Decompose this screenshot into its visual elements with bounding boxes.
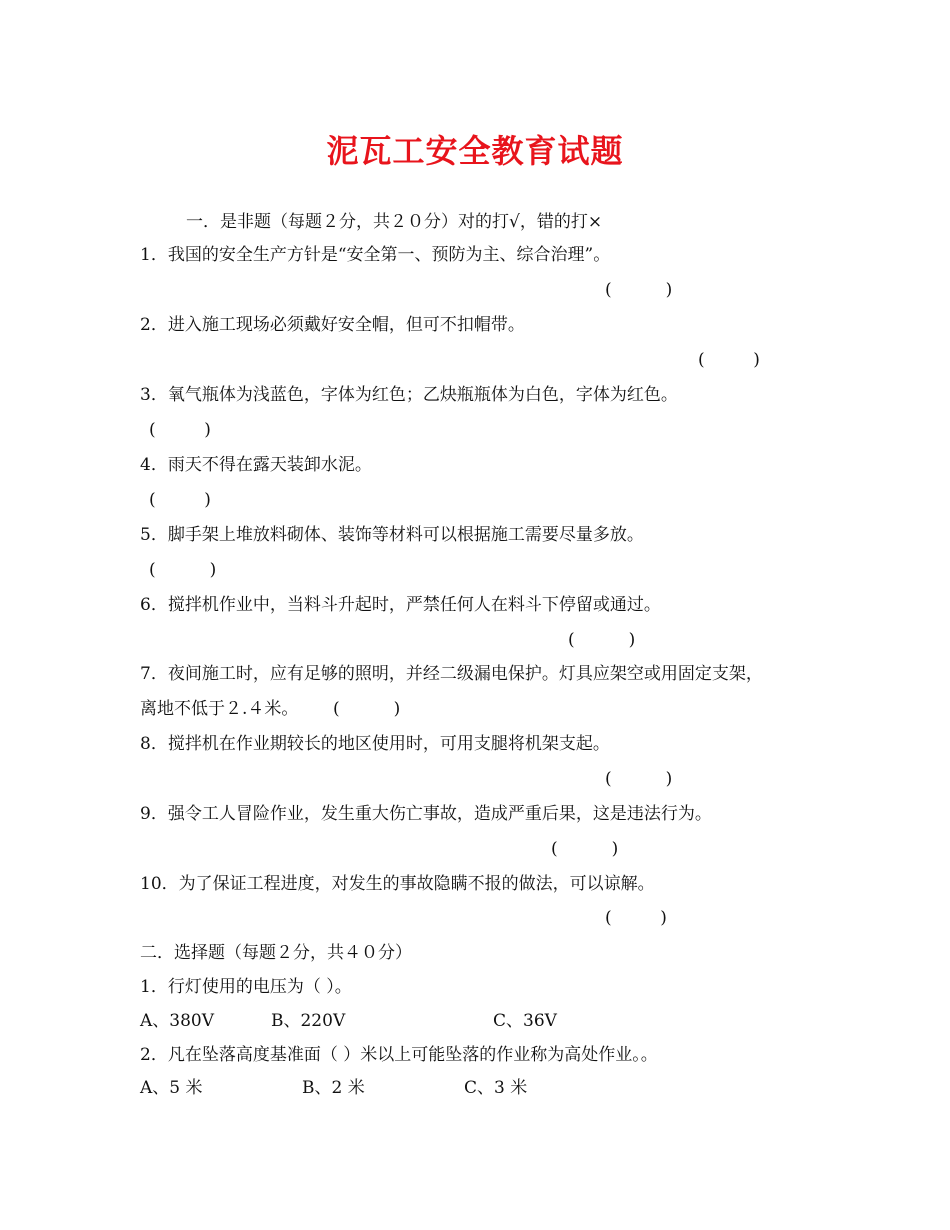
page-title: 泥瓦工安全教育试题 (326, 132, 624, 170)
option-2-1-a[interactable]: A、380V (140, 1011, 215, 1031)
question-1-5: 5．脚手架上堆放料砌体、装饰等材料可以根据施工需要尽量多放。 (140, 525, 644, 545)
answer-blank-1-7[interactable]: ( ) (333, 699, 401, 719)
option-2-2-a[interactable]: A、5 米 (140, 1078, 203, 1098)
answer-blank-1-3[interactable]: ( ) (149, 420, 211, 440)
question-1-9: 9．强令工人冒险作业，发生重大伤亡事故，造成严重后果，这是违法行为。 (140, 804, 712, 824)
option-2-1-c[interactable]: C、36V (493, 1011, 557, 1031)
answer-blank-1-5[interactable]: ( ) (149, 560, 217, 580)
section-1-heading: 一．是非题（每题２分，共２０分）对的打√，错的打× (186, 212, 603, 232)
question-1-7-continued: 离地不低于２.４米。 (140, 699, 299, 719)
question-1-4: 4．雨天不得在露天装卸水泥。 (140, 455, 372, 475)
answer-blank-1-9[interactable]: ( ) (551, 839, 619, 859)
question-1-2: 2．进入施工现场必须戴好安全帽，但可不扣帽带。 (140, 315, 525, 335)
answer-blank-1-10[interactable]: ( ) (605, 908, 667, 928)
question-2-2: 2．凡在坠落高度基准面（ ）米以上可能坠落的作业称为高处作业。。 (140, 1045, 658, 1065)
question-1-6: 6．搅拌机作业中，当料斗升起时，严禁任何人在料斗下停留或通过。 (140, 595, 661, 615)
answer-blank-1-8[interactable]: ( ) (605, 769, 673, 789)
option-2-2-b[interactable]: B、2 米 (302, 1078, 365, 1098)
question-1-8: 8．搅拌机在作业期较长的地区使用时，可用支腿将机架支起。 (140, 734, 610, 754)
section-2-heading: 二．选择题（每题２分，共４０分） (140, 943, 412, 963)
question-1-3: 3．氧气瓶体为浅蓝色，字体为红色；乙炔瓶瓶体为白色，字体为红色。 (140, 385, 678, 405)
answer-blank-1-4[interactable]: ( ) (149, 490, 211, 510)
option-2-2-c[interactable]: C、3 米 (464, 1078, 528, 1098)
option-2-1-b[interactable]: B、220V (271, 1011, 346, 1031)
question-1-10: 10．为了保证工程进度，对发生的事故隐瞒不报的做法，可以谅解。 (140, 874, 655, 894)
question-1-7: 7．夜间施工时，应有足够的照明，并经二级漏电保护。灯具应架空或用固定支架， (140, 664, 763, 684)
answer-blank-1-2[interactable]: ( ) (698, 350, 760, 370)
answer-blank-1-1[interactable]: ( ) (605, 280, 673, 300)
answer-blank-1-6[interactable]: ( ) (568, 630, 636, 650)
question-1-1: 1．我国的安全生产方针是“安全第一、预防为主、综合治理”。 (140, 245, 611, 265)
question-2-1: 1．行灯使用的电压为（ ）。 (140, 977, 352, 997)
